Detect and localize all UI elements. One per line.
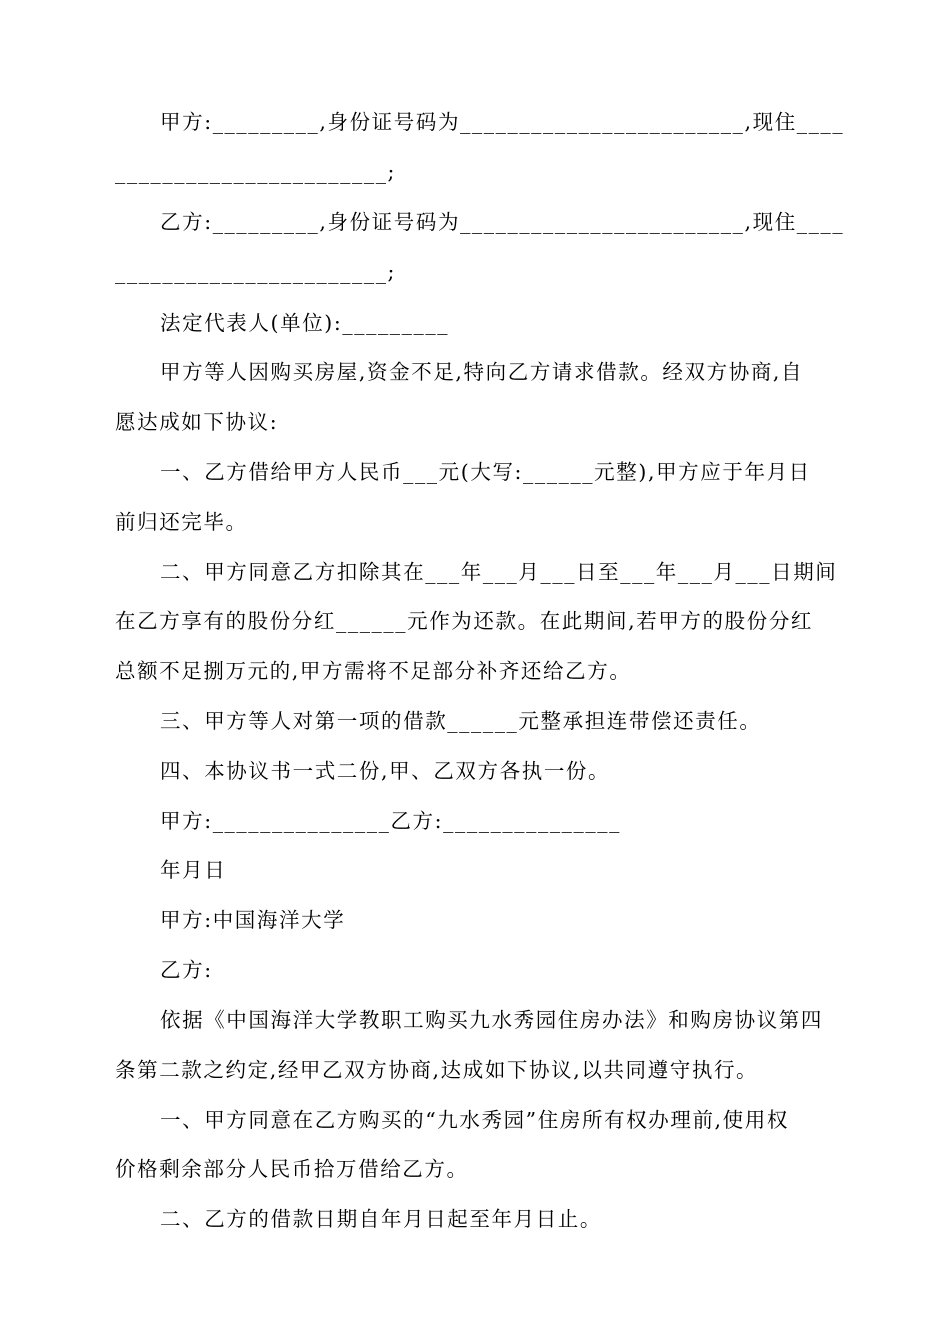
- second-clause-2-line: 二、乙方的借款日期自年月日起至年月日止。: [160, 1207, 602, 1231]
- clause-2-line-1: 二、甲方同意乙方扣除其在___年___月___日至___年___月___日期间: [160, 560, 838, 584]
- second-clause-1-line-1: 一、甲方同意在乙方购买的“九水秀园”住房所有权办理前,使用权: [160, 1108, 789, 1132]
- clause-1-line-2: 前归还完毕。: [115, 510, 248, 534]
- party-a-line: 甲方:_________,身份证号码为________________________,现住____: [160, 110, 845, 134]
- basis-line-2: 条第二款之约定,经甲乙双方协商,达成如下协议,以共同遵守执行。: [115, 1058, 759, 1082]
- preamble-line-2: 愿达成如下协议:: [115, 410, 279, 434]
- second-party-a-line: 甲方:中国海洋大学: [160, 908, 346, 932]
- second-party-b-line: 乙方:: [160, 958, 213, 982]
- clause-3-line: 三、甲方等人对第一项的借款______元整承担连带偿还责任。: [160, 709, 762, 733]
- party-a-address-line: _______________________;: [115, 160, 397, 184]
- second-clause-1-line-2: 价格剩余部分人民币拾万借给乙方。: [115, 1157, 469, 1181]
- preamble-line-1: 甲方等人因购买房屋,资金不足,特向乙方请求借款。经双方协商,自: [160, 360, 804, 384]
- legal-representative-line: 法定代表人(单位):_________: [160, 311, 450, 335]
- clause-4-line: 四、本协议书一式二份,甲、乙双方各执一份。: [160, 759, 611, 783]
- clause-1-line-1: 一、乙方借给甲方人民币___元(大写:______元整),甲方应于年月日: [160, 460, 811, 484]
- party-b-address-line: _______________________;: [115, 260, 397, 284]
- date-line: 年月日: [160, 858, 227, 882]
- basis-line-1: 依据《中国海洋大学教职工购买九水秀园住房办法》和购房协议第四: [160, 1008, 823, 1032]
- clause-2-line-3: 总额不足捌万元的,甲方需将不足部分补齐还给乙方。: [115, 659, 632, 683]
- signature-line: 甲方:_______________乙方:_______________: [160, 809, 621, 833]
- clause-2-line-2: 在乙方享有的股份分红______元作为还款。在此期间,若甲方的股份分红: [115, 609, 814, 633]
- party-b-line: 乙方:_________,身份证号码为________________________,现住____: [160, 210, 845, 234]
